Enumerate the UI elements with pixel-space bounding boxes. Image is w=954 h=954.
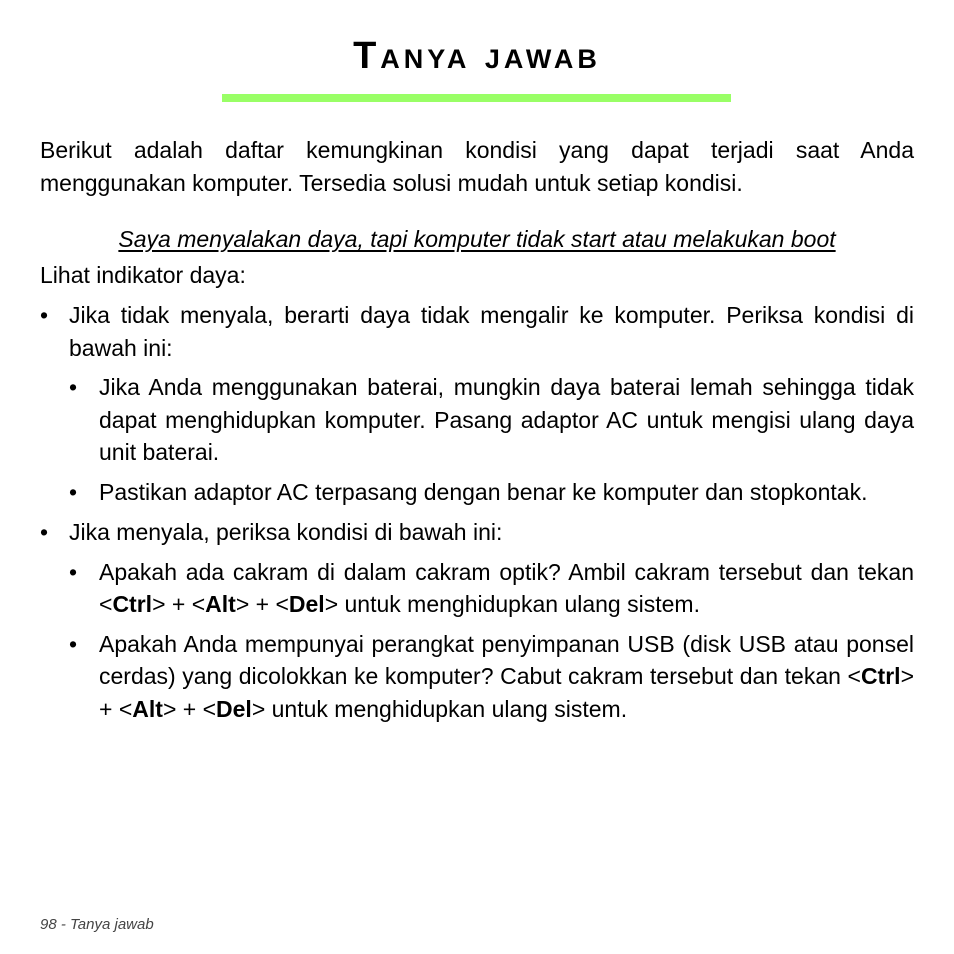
- sub-bullet-list: [69, 371, 914, 508]
- intro-paragraph: Berikut adalah daftar kemungkinan kondisi yang dapat terjadi saat Anda menggunakan komputer. Tersedia solusi mudah untuk setiap kondisi.: [40, 137, 914, 196]
- page-footer: 98 - Tanya jawab: [40, 916, 154, 933]
- sub-list-item-text: [99, 556, 914, 621]
- bullet-icon: •: [69, 630, 78, 657]
- section-heading: Saya menyalakan daya, tapi komputer tidak start atau melakukan boot: [118, 226, 836, 252]
- bullet-icon: •: [40, 302, 49, 328]
- bullet-icon: •: [40, 519, 49, 545]
- sub-list-item-text: Pastikan adaptor AC terpasang dengan benar ke komputer dan stopkontak.: [99, 478, 868, 505]
- text-run: > untuk menghidupkan ulang sistem.: [324, 591, 700, 617]
- section-lead: Lihat indikator daya:: [40, 261, 246, 288]
- text-run: > + <: [99, 663, 914, 722]
- text-run: Apakah Anda mempunyai perangkat penyimpanan USB (disk USB atau ponsel cerdas) yang dicolokkan ke komputer? Cabut cakram tersebut dan tekan <: [99, 630, 914, 689]
- bullet-icon: •: [69, 374, 78, 400]
- text-run: Apakah ada cakram di dalam cakram optik? Ambil cakram tersebut dan tekan <: [99, 558, 914, 617]
- sub-list-item-text: [99, 628, 914, 726]
- sub-list-item: [69, 371, 914, 469]
- bullet-icon: •: [69, 558, 78, 585]
- bullet-icon: •: [69, 478, 78, 505]
- key-ctrl: Ctrl: [112, 591, 153, 617]
- key-alt: Alt: [132, 695, 163, 722]
- sub-list-item: [69, 556, 914, 621]
- list-item-text: Jika tidak menyala, berarti daya tidak mengalir ke komputer. Periksa kondisi di bawah ini:: [69, 302, 914, 361]
- key-ctrl: Ctrl: [860, 663, 901, 689]
- page-title: Tanya jawab: [353, 35, 601, 77]
- main-content: [40, 134, 914, 725]
- text-run: > + <: [235, 591, 289, 617]
- key-alt: Alt: [205, 591, 236, 617]
- key-del: Del: [288, 591, 325, 617]
- sub-list-item: [69, 476, 914, 509]
- sub-bullet-list: [69, 556, 914, 726]
- title-underline-bar: [222, 94, 731, 102]
- list-item: [40, 516, 914, 725]
- text-run: > + <: [162, 695, 217, 722]
- text-run: > untuk menghidupkan ulang sistem.: [251, 695, 628, 722]
- list-item-text: Jika menyala, periksa kondisi di bawah ini:: [69, 519, 503, 545]
- sub-list-item-text: Jika Anda menggunakan baterai, mungkin daya baterai lemah sehingga tidak dapat menghidupkan komputer. Pasang adaptor AC untuk mengisi ulang daya unit baterai.: [99, 374, 914, 465]
- key-del: Del: [216, 695, 252, 722]
- list-item: [40, 299, 914, 508]
- text-run: > + <: [152, 591, 206, 617]
- sub-list-item: [69, 628, 914, 726]
- bullet-list: [40, 299, 914, 725]
